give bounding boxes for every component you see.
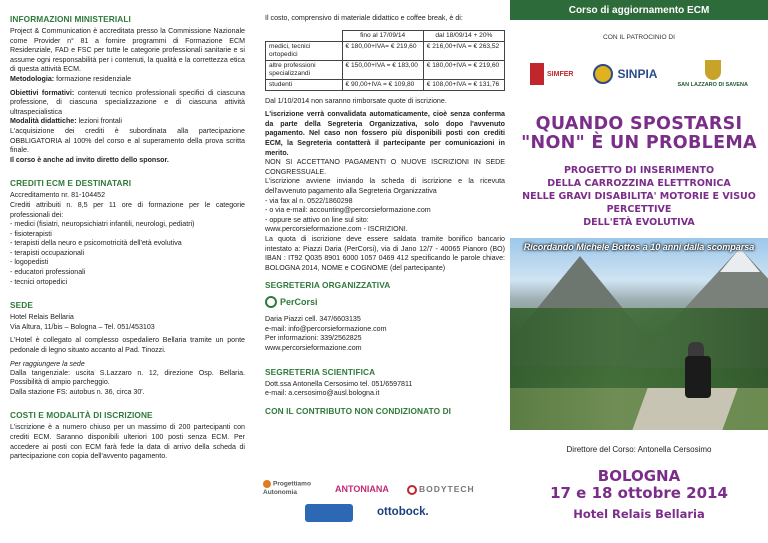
metodologia-label: Metodologia: xyxy=(10,74,55,83)
obiettivi-line xyxy=(10,89,245,118)
middle-column xyxy=(257,0,509,543)
price-cell: € 108,00+IVA = € 131,76 xyxy=(423,79,504,90)
info-ministeriali-heading: INFORMAZIONI MINISTERIALI xyxy=(10,14,131,24)
simfer-logo xyxy=(530,63,573,85)
modalita-value: lezioni frontali xyxy=(76,117,122,126)
segr-org-line: Per informazioni: 339/2562825 xyxy=(265,334,362,343)
price-cell: € 150,00+IVA = € 183,00 xyxy=(342,60,423,79)
patronage-logos xyxy=(510,41,768,97)
metodologia-value: formazione residenziale xyxy=(54,74,132,83)
simfer-text: SIMFER xyxy=(547,70,574,78)
cost-intro: Il costo, comprensivo di materiale didattico e coffee break, è di: xyxy=(265,14,463,22)
crediti-line: - tecnici ortopedici xyxy=(10,277,68,286)
percorsi-logo-text: PerCorsi xyxy=(280,297,318,308)
simfer-icon xyxy=(530,63,544,85)
invio-line: - oppure se attivo on line sul sito: xyxy=(265,215,369,224)
subtitle-line: PROGETTO DI INSERIMENTO xyxy=(563,165,715,176)
crediti-line: - medici (fisiatri, neuropsichiatri infantili, neurologi, pediatri) xyxy=(10,220,195,229)
subtitle-line: NELLE GRAVI DISABILITA' MOTORIE E VISUO PERCETTIVE xyxy=(522,191,756,215)
bodytech-icon xyxy=(407,485,417,495)
obiettivi-value: contenuti tecnico professionali specifici di ciascuna professione, di ciascuna specializzazione e di ciascuna attività ultraspecialistica xyxy=(10,88,246,116)
progettiamo-autonomia-text: Progettiamo Autonomia xyxy=(263,480,311,496)
segr-org-line: e-mail: info@percorsieformazione.com xyxy=(265,324,387,333)
crediti-line: Crediti attribuiti n. 8,5 per 11 ore di formazione per le categorie professionali dei: xyxy=(10,200,245,219)
hotel-note: L'Hotel è collegato al complesso ospedaliero Bellaria tramite un ponte pedonale di legno situato accanto al Pad. Tinozzi. xyxy=(10,336,245,355)
segr-org-line: Daria Piazzi cell. 347/6603135 xyxy=(265,315,361,324)
price-row-label: studenti xyxy=(266,79,343,90)
no-accept-text: NON SI ACCETTANO PAGAMENTI O NUOVE ISCRIZIONI IN SEDE CONGRESSUALE. xyxy=(265,158,505,176)
patrocinio-label: CON IL PATROCINIO DI xyxy=(602,34,676,41)
invio-line: L'iscrizione avviene inviando la scheda di iscrizione e la ricevuta dell'avvenuto pagamento alla Segreteria Organizzativa xyxy=(265,177,505,195)
crediti-heading: CREDITI ECM E DESTINATARI xyxy=(10,178,132,189)
crediti-line: - fisioterapisti xyxy=(10,229,52,238)
main-title-line: "NON" È UN PROBLEMA xyxy=(521,133,757,153)
price-cell: € 180,00+IVA= € 219,60 xyxy=(342,41,423,60)
antoniana-logo: ANTONIANA xyxy=(335,484,389,494)
contrib-heading: CON IL CONTRIBUTO NON CONDIZIONATO DI xyxy=(265,405,452,416)
costi-text: L'iscrizione è a numero chiuso per un massimo di 200 partecipanti con crediti ECM. Saranno disponibili ulteriori 100 posti senza ECM. Per accedere ai posti con ECM farà fede la data di arrivo della scheda di partecipazione con copia dell'avvento pagamento. xyxy=(10,423,245,461)
bodytech-text: BODYTECH xyxy=(419,484,475,494)
price-table xyxy=(265,30,505,91)
bodytech-logo xyxy=(407,484,475,495)
san-lazzaro-logo xyxy=(678,60,748,88)
raggiungere-line: Dalla tangenziale: uscita S.Lazzaro n. 12, direzione Osp. Bellaria. Possibilità di ampio parcheggio. xyxy=(10,368,245,387)
crediti-line: - logopedisti xyxy=(10,258,49,267)
sinpia-logo xyxy=(593,64,657,84)
event-venue: Hotel Relais Bellaria xyxy=(573,507,705,521)
crediti-line: - educatori professionali xyxy=(10,268,86,277)
price-cell: € 216,00+IVA = € 263,52 xyxy=(423,41,504,60)
crediti-line: Accreditamento nr. 81-104452 xyxy=(10,191,106,200)
invio-line: - o via e-mail: accounting@percorsieformazione.com xyxy=(265,206,431,215)
metodologia-line xyxy=(10,75,245,85)
costi-heading: COSTI E MODALITÀ DI ISCRIZIONE xyxy=(10,410,153,421)
san-lazzaro-text: SAN LAZZARO DI SAVENA xyxy=(677,82,748,88)
segr-sci-line: Dott.ssa Antonella Cersosimo tel. 051/6597811 xyxy=(265,379,413,388)
percorsi-logo xyxy=(265,293,505,311)
cover-column xyxy=(510,0,768,543)
invio-line: www.percorsieformazione.com - ISCRIZIONI. xyxy=(265,225,408,234)
price-header-late: dal 18/09/14 + 20% xyxy=(423,30,504,41)
price-row-label: medici, tecnici ortopedici xyxy=(266,41,343,60)
mountain-road-photo xyxy=(510,238,768,430)
bonifico-text: La quota di iscrizione deve essere saldata tramite bonifico bancario intestato a: Piazzi Daria (PerCorsi), via di Jano 12/7 - 40065 Pianoro (BO) IBAN : IT92 Q035 8901 6000 1057 0469 412 specificando le parole chiave: BOLOGNA 2014, NOME e COGNOME (del partecipante) xyxy=(265,234,505,272)
raggiungere-label: Per raggiungere la sede xyxy=(10,360,85,368)
sponsor-text xyxy=(10,156,245,166)
price-cell: € 180,00+IVA = € 219,60 xyxy=(423,60,504,79)
convalida-bold: L'iscrizione verrà convalidata automaticamente, cioè senza conferma da parte della Segreteria Organizzativa, solo dopo l'avvenuto pagamento. Nel caso non fossero più disponibili posti con crediti ECM, la Segreteria contatterà il partecipante per comunicazioni in merito. xyxy=(265,110,505,157)
ottobock-logo: ottobock. xyxy=(377,506,429,518)
sede-line: Via Altura, 11/bis – Bologna – Tel. 051/453103 xyxy=(10,322,155,331)
sponsor-logos xyxy=(257,472,509,543)
info-paragraph: Project & Communication è accreditata presso la Commissione Nazionale come Provider n° 81 a fornire programmi di Formazione ECM Residenziale, FAD e FSC per tutte le categorie professionali sanitarie e si assume ogni responsabilità per i contenuti, la qualità e la correttezza etica di questa attività ECM. xyxy=(10,27,245,74)
san-lazzaro-crest-icon xyxy=(705,60,721,80)
left-column xyxy=(0,0,255,543)
price-row-label: altre professioni specializzandi xyxy=(266,60,343,79)
sinpia-text: SINPIA xyxy=(617,67,658,81)
sinpia-icon xyxy=(593,64,613,84)
price-cell: € 90,00+IVA = € 109,80 xyxy=(342,79,423,90)
event-city xyxy=(510,468,768,502)
sede-heading: SEDE xyxy=(10,300,33,311)
city-name: BOLOGNA xyxy=(597,467,681,485)
sponsor-bold: Il corso è anche ad invito diretto dello sponsor. xyxy=(10,155,169,164)
segr-org-heading: SEGRETERIA ORGANIZZATIVA xyxy=(265,280,391,291)
wheelchair-figure xyxy=(685,356,711,398)
event-dates: 17 e 18 ottobre 2014 xyxy=(550,484,728,502)
crediti-line: - terapisti occupazionali xyxy=(10,248,85,257)
segr-sci-line: e-mail: a.cersosimo@ausl.bologna.it xyxy=(265,389,380,398)
modalita-label: Modalità didattiche: xyxy=(10,117,77,126)
refund-note: Dal 1/10/2014 non saranno rimborsate quote di iscrizione. xyxy=(265,96,447,105)
subtitle-line: DELLA CARROZZINA ELETTRONICA xyxy=(547,178,731,189)
course-header: Corso di aggiornamento ECM xyxy=(510,0,768,20)
segr-org-line: www.percorsieformazione.com xyxy=(265,344,362,353)
segr-sci-heading: SEGRETERIA SCIENTIFICA xyxy=(265,366,376,377)
main-title-line: QUANDO SPOSTARSI xyxy=(535,114,743,134)
course-director: Direttore del Corso: Antonella Cersosimo xyxy=(566,445,712,454)
acquisizione-text: L'acquisizione dei crediti è subordinata alla partecipazione OBBLIGATORIA al 100% del corso e al superamento della prova scritta finale. xyxy=(10,126,245,155)
percorsi-logo-icon xyxy=(265,296,277,308)
raggiungere-line: Dalla stazione FS: autobus n. 36, circa 30'. xyxy=(10,387,145,396)
project-subtitle xyxy=(510,164,768,229)
progettiamo-autonomia-logo xyxy=(263,480,323,497)
price-header-early: fino al 17/09/14 xyxy=(342,30,423,41)
obiettivi-label: Obiettivi formativi: xyxy=(10,88,75,97)
invio-line: - via fax al n. 0522/1860298 xyxy=(265,196,353,205)
main-title xyxy=(510,115,768,153)
sede-line: Hotel Relais Bellaria xyxy=(10,313,74,322)
convalida-text xyxy=(265,110,505,158)
modalita-line xyxy=(10,117,245,127)
progettiamo-autonomia-icon xyxy=(263,480,271,488)
crediti-line: - terapisti della neuro e psicomotricità dell'età evolutiva xyxy=(10,239,182,248)
subtitle-line: DELL'ETÀ EVOLUTIVA xyxy=(583,217,695,228)
badge-logo xyxy=(305,504,353,522)
photo-caption: Ricordando Michele Bottos a 10 anni dalla scomparsa xyxy=(523,242,755,252)
